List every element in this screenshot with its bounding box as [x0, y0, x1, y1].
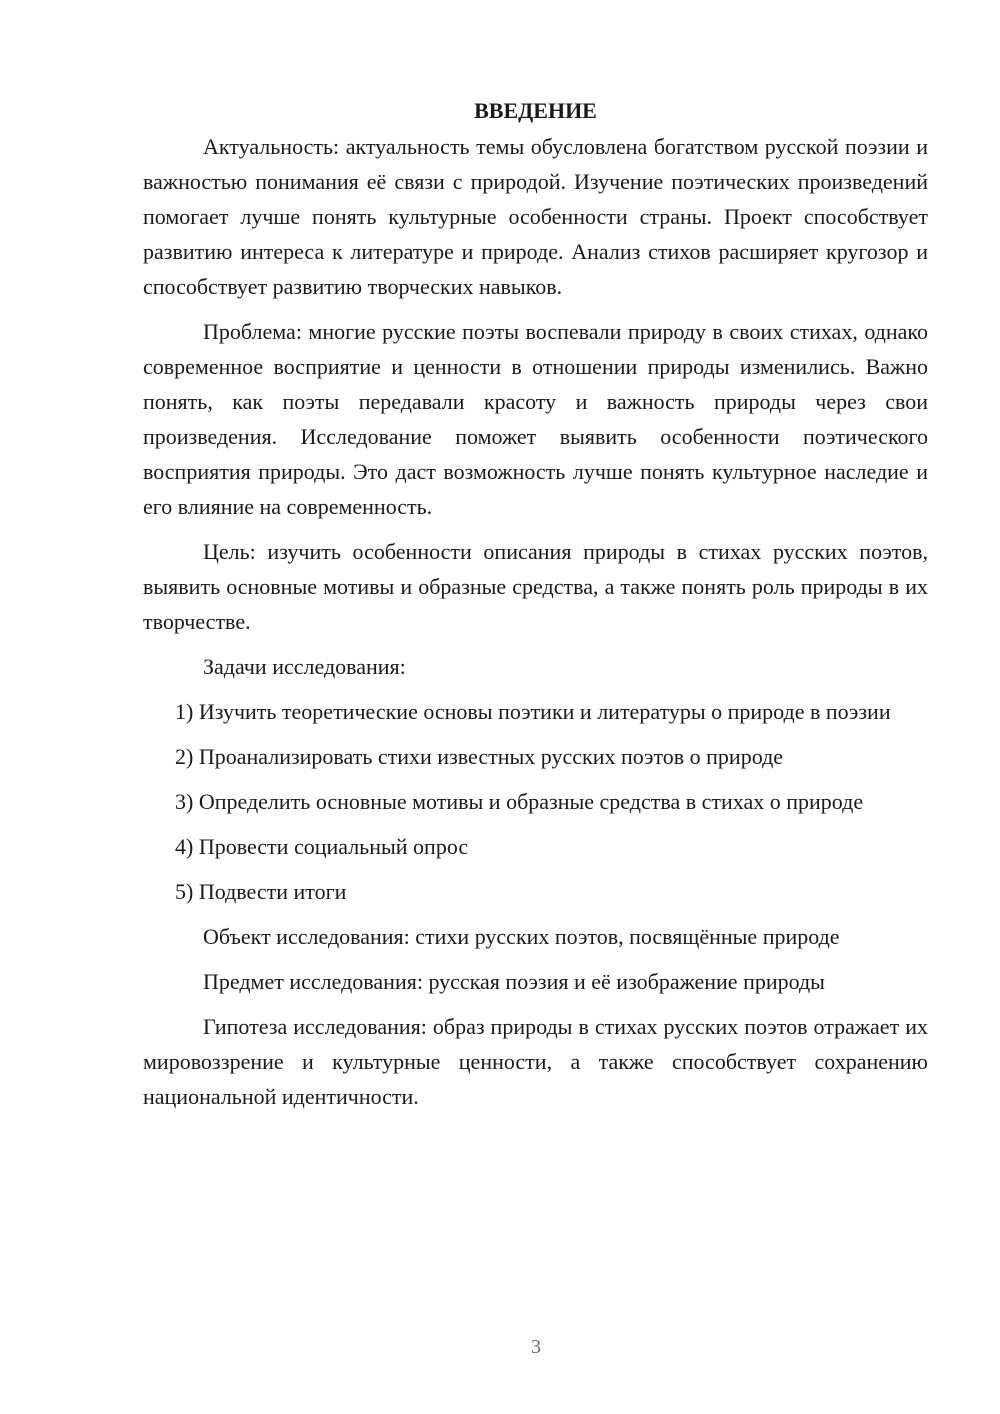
object-paragraph: Объект исследования: стихи русских поэтов, посвящённые природе: [203, 924, 840, 949]
problem-paragraph: Проблема: многие русские поэты воспевали природу в своих стихах, однако современное восприятие и ценности в отношении природы изменились. Важно понять, как поэты передавали красоту и важность природы через свои произведения. Исследование поможет выявить особенности поэтического восприятия природы. Это даст возможность лучше понять культурное наследие и его влияние на современность.: [143, 319, 928, 519]
task-item-3: 3) Определить основные мотивы и образные средства в стихах о природе: [175, 789, 864, 814]
hypothesis-paragraph: Гипотеза исследования: образ природы в стихах русских поэтов отражает их мировоззрение и культурные ценности, а также способствует сохранению национальной идентичности.: [143, 1014, 928, 1109]
section-title: ВВЕДЕНИЕ: [474, 98, 597, 123]
task-item-5: 5) Подвести итоги: [175, 879, 347, 904]
task-item-2: 2) Проанализировать стихи известных русских поэтов о природе: [175, 744, 784, 769]
goal-paragraph: Цель: изучить особенности описания природы в стихах русских поэтов, выявить основные мотивы и образные средства, а также понять роль природы в их творчестве.: [143, 539, 928, 634]
page-number: 3: [531, 1336, 541, 1358]
page-content: [143, 93, 928, 1124]
task-item-4: 4) Провести социальный опрос: [175, 834, 469, 859]
subject-paragraph: Предмет исследования: русская поэзия и её изображение природы: [203, 969, 825, 994]
relevance-paragraph: Актуальность: актуальность темы обусловлена богатством русской поэзии и важностью понимания её связи с природой. Изучение поэтических произведений помогает лучше понять культурные особенности страны. Проект способствует развитию интереса к литературе и природе. Анализ стихов расширяет кругозор и способствует развитию творческих навыков.: [143, 134, 928, 299]
tasks-heading: Задачи исследования:: [203, 654, 406, 679]
task-item-1: 1) Изучить теоретические основы поэтики и литературы о природе в поэзии: [175, 699, 891, 724]
